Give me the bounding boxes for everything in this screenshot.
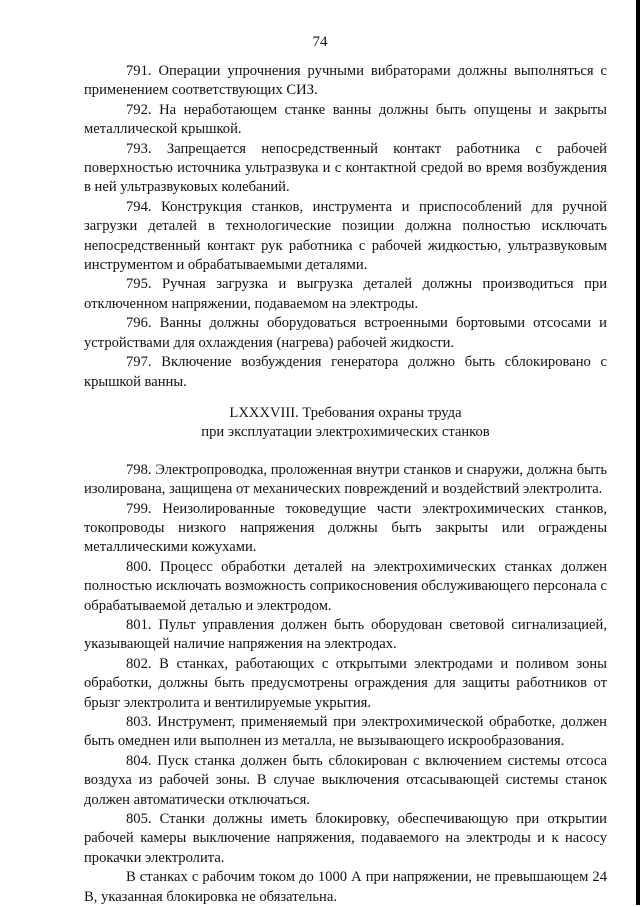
paragraph-792: 792. На неработающем станке ванны должны быть опущены и закрыты металлической крышкой.: [84, 101, 607, 138]
scan-edge: [636, 0, 640, 905]
paragraph-805-note: В станках с рабочим током до 1000 А при напряжении, не превышающем 24 В, указанная блокировка не обязательна.: [84, 869, 607, 905]
section-heading: [84, 404, 607, 443]
paragraph-798: 798. Электропроводка, проложенная внутри станков и снаружи, должна быть изолирована, защищена от механических повреждений и воздействий электролита.: [84, 461, 607, 498]
paragraph-795: 795. Ручная загрузка и выгрузка деталей должны производиться при отключенном напряжении, подаваемом на электроды.: [84, 276, 607, 312]
section-heading-line-2: при эксплуатации электрохимических станков: [201, 424, 490, 441]
paragraph-799: 799. Неизолированные токоведущие части электрохимических станков, токопроводы низкого напряжения должны быть закрыты или ограждены металлическими кожухами.: [84, 500, 607, 556]
paragraph-797: 797. Включение возбуждения генератора должно быть сблокировано с крышкой ванны.: [84, 354, 607, 390]
paragraph-796: 796. Ванны должны оборудоваться встроенными бортовыми отсосами и устройствами для охлаждения (нагрева) рабочей жидкости.: [84, 315, 607, 351]
section-heading-line-1: LXXXVIII. Требования охраны труда: [229, 404, 462, 421]
paragraph-805: 805. Станки должны иметь блокировку, обеспечивающую при открытии рабочей камеры выключение напряжения, подаваемого на электроды и к насосу прокачки электролита.: [84, 811, 607, 866]
page-number: 74: [312, 34, 328, 50]
document-body: [84, 62, 607, 907]
paragraph-791: 791. Операции упрочнения ручными вибраторами должны выполняться с применением соответствующих СИЗ.: [84, 63, 607, 99]
paragraph-804: 804. Пуск станка должен быть сблокирован с включением системы отсоса воздуха из рабочей зоны. В случае выключения отсасывающей системы станок должен автоматически отключаться.: [84, 752, 607, 808]
paragraph-802: 802. В станках, работающих с открытыми электродами и поливом зоны обработки, должны быть предусмотрены ограждения для защиты работников от брызг электролита и вентилируемые укрытия.: [84, 655, 607, 711]
paragraph-801: 801. Пульт управления должен быть оборудован световой сигнализацией, указывающей наличие напряжения на электродах.: [84, 616, 607, 653]
paragraph-794: 794. Конструкция станков, инструмента и приспособлений для ручной загрузки деталей в технологические позиции должна полностью исключать непосредственный контакт рук работника с рабочей жидкостью, ультразвуковым инструментом и обрабатываемыми деталями.: [84, 198, 607, 274]
paragraph-803: 803. Инструмент, применяемый при электрохимической обработке, должен быть омеднен или выполнен из металла, не вызывающего искрообразования.: [84, 714, 607, 750]
paragraph-793: 793. Запрещается непосредственный контакт работника с рабочей поверхностью источника ультразвука и с контактной средой во время возбуждения в ней ультразвуковых колебаний.: [84, 140, 607, 196]
paragraph-800: 800. Процесс обработки деталей на электрохимических станках должен полностью исключать возможность соприкосновения обслуживающего персонала с обрабатываемой деталью и электродом.: [84, 558, 607, 614]
